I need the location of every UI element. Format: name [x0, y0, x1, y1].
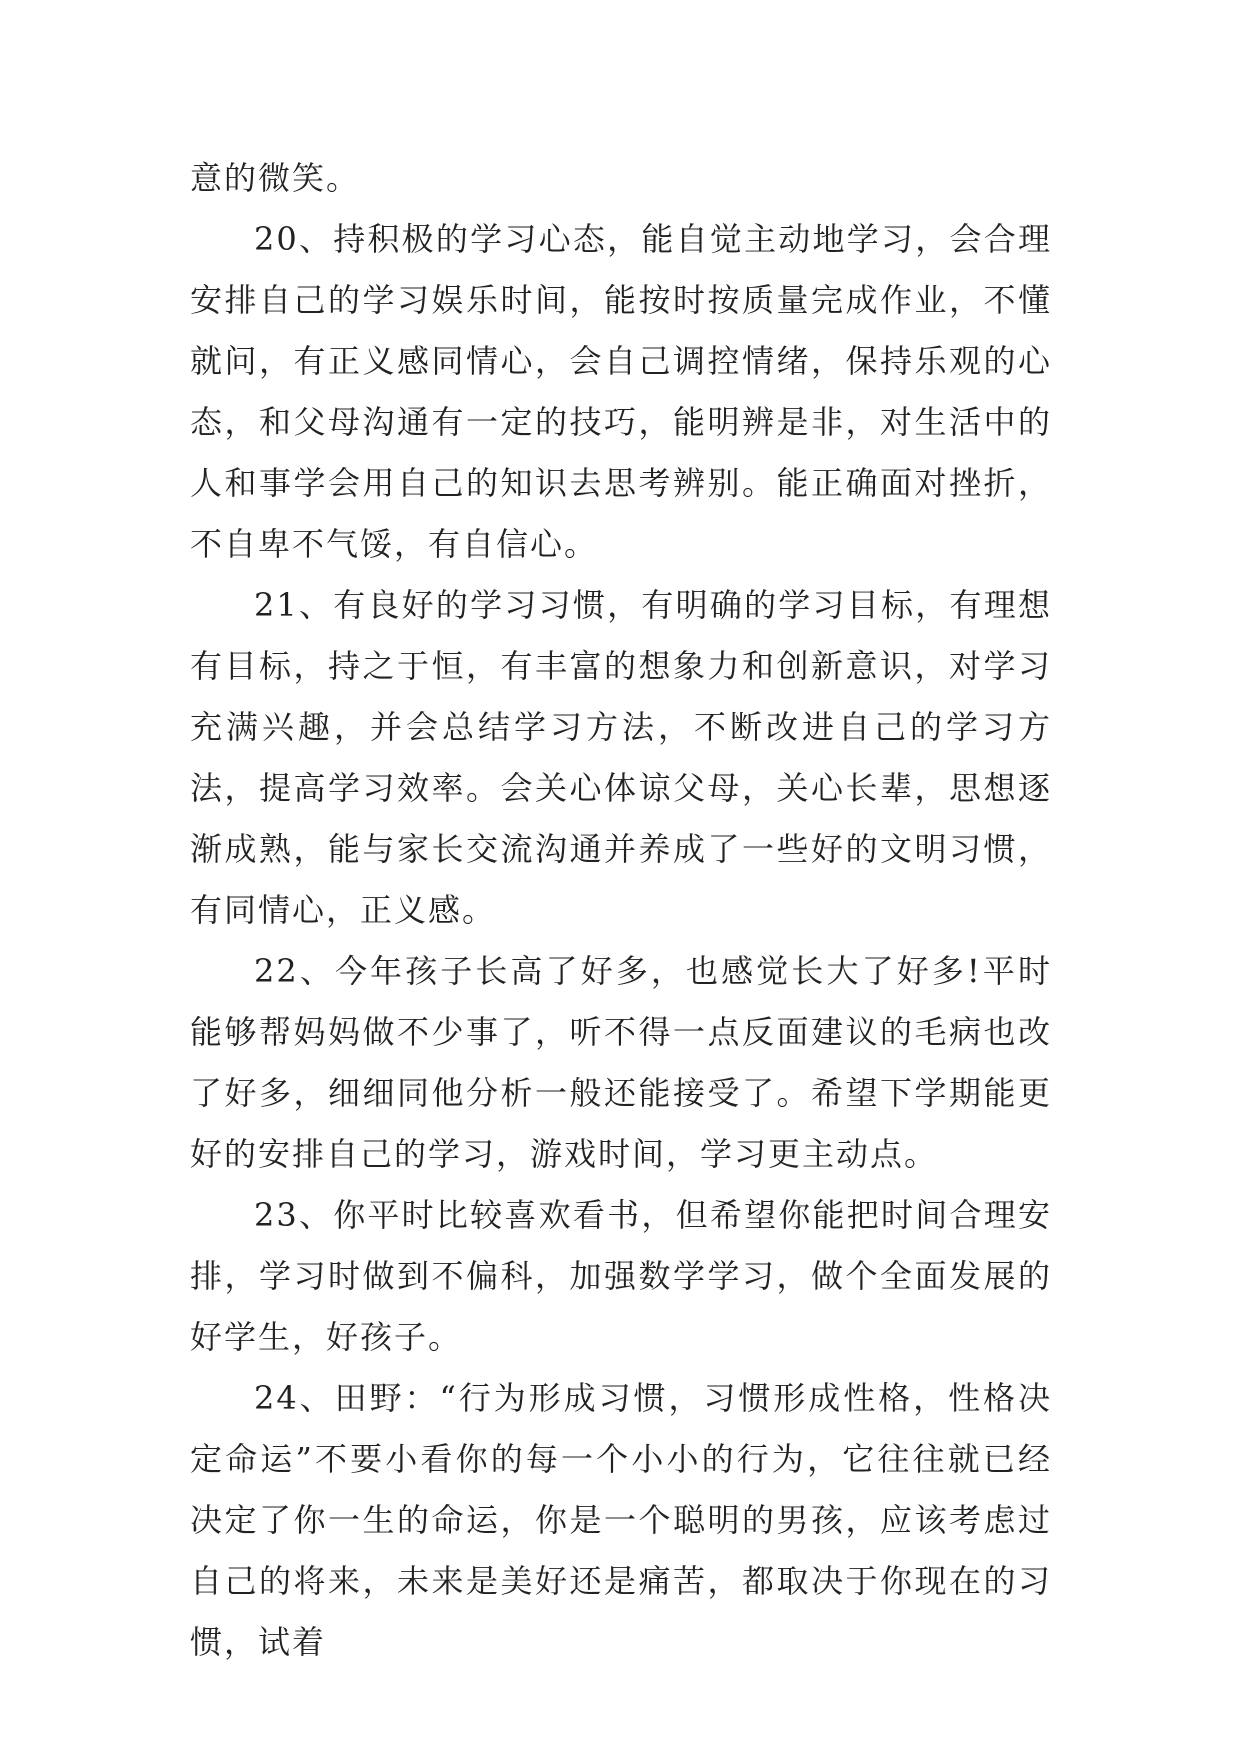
paragraph-20: 20、持积极的学习心态，能自觉主动地学习，会合理安排自己的学习娱乐时间，能按时按质量完成作业，不懂就问，有正义感同情心，会自己调控情绪，保持乐观的心态，和父母沟通有一定的技巧，能明辨是非，对生活中的人和事学会用自己的知识去思考辨别。能正确面对挫折，不自卑不气馁，有自信心。: [190, 220, 1052, 563]
paragraph-continuation: 意的微笑。: [190, 159, 361, 197]
document-body: [190, 148, 1052, 1673]
paragraph-24: 24、田野：“行为形成习惯，习惯形成性格，性格决定命运”不要小看你的每一个小小的行为，它往往就已经决定了你一生的命运，你是一个聪明的男孩，应该考虑过自己的将来，未来是美好还是痛苦，都取决于你现在的习惯，试着: [190, 1379, 1052, 1661]
paragraph-21: 21、有良好的学习习惯，有明确的学习目标，有理想有目标，持之于恒，有丰富的想象力和创新意识，对学习充满兴趣，并会总结学习方法，不断改进自己的学习方法，提高学习效率。会关心体谅父母，关心长辈，思想逐渐成熟，能与家长交流沟通并养成了一些好的文明习惯，有同情心，正义感。: [190, 586, 1052, 929]
paragraph-22: 22、今年孩子长高了好多，也感觉长大了好多!平时能够帮妈妈做不少事了，听不得一点反面建议的毛病也改了好多，细细同他分析一般还能接受了。希望下学期能更好的安排自己的学习，游戏时间，学习更主动点。: [190, 952, 1052, 1173]
paragraph-23: 23、你平时比较喜欢看书，但希望你能把时间合理安排，学习时做到不偏科，加强数学学习，做个全面发展的好学生，好孩子。: [190, 1196, 1052, 1356]
